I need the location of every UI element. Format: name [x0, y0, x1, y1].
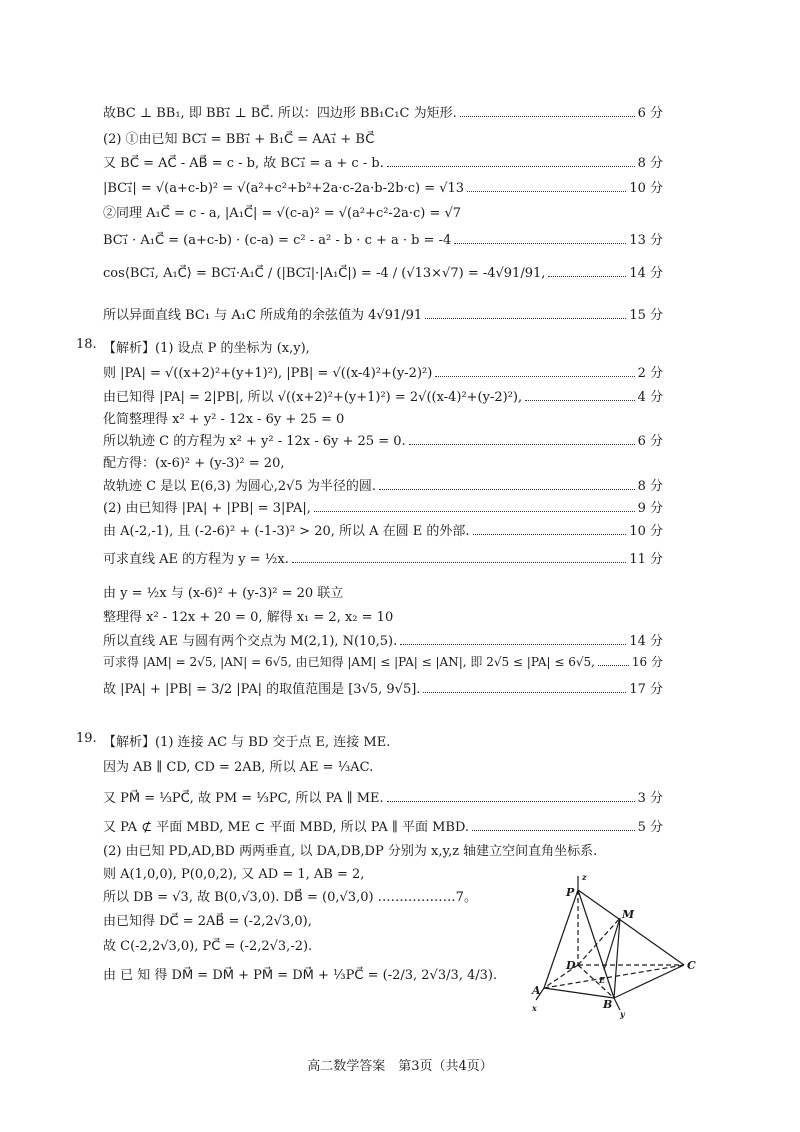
leader-dots: [548, 276, 626, 277]
answer-line: [103, 262, 663, 281]
line-text: 故 C(-2,2√3,0), PC⃗ = (-2,2√3,-2).: [103, 939, 313, 954]
answer-line: [103, 935, 523, 954]
pyramid-figure: [522, 870, 707, 1020]
line-text: 由 A(-2,-1), 且 (-2-6)² + (-1-3)² > 20, 所以 A 在圆 E 的外部.: [103, 524, 470, 539]
label-d: D: [566, 959, 576, 972]
label-y: y: [620, 1009, 625, 1019]
label-b: B: [603, 998, 613, 1011]
answer-line: [103, 653, 663, 670]
leader-dots: [435, 376, 634, 377]
score-label: 10 分: [629, 524, 663, 539]
line-text: ②同理 A₁C⃗ = c - a, |A₁C⃗| = √(c-a)² = √(a²+c²-2a·c) = √7: [103, 206, 462, 221]
line-text: 由 已 知 得 DM⃗ = DM⃗ + PM⃗ = DM⃗ + ⅓PC⃗ = (-2/3, 2√3/3, 4/3).: [103, 968, 498, 983]
line-text: 故 |PA| + |PB| = 3/2 |PA| 的取值范围是 [3√5, 9√5].: [103, 682, 421, 697]
line-text: 则 |PA| = √((x+2)²+(y+1)²), |PB| = √((x-4)²+(y-2)²): [103, 366, 433, 381]
question-number: 18.: [76, 337, 97, 352]
answer-line: [103, 304, 663, 323]
answer-line: [103, 177, 663, 196]
line-text: |BC₁⃗| = √(a+c-b)² = √(a²+c²+b²+2a·c-2a·b-2b·c) = √13: [103, 181, 465, 196]
answer-line: [103, 731, 663, 750]
score-label: 5 分: [637, 820, 663, 835]
line-text: 【解析】(1) 连接 AC 与 BD 交于点 E, 连接 ME.: [103, 735, 391, 750]
answer-line: [103, 152, 663, 171]
answer-line: [103, 582, 663, 601]
leader-dots: [473, 534, 627, 535]
answer-line: [103, 386, 663, 405]
edge-ac: [544, 965, 684, 988]
line-text: 故BC ⊥ BB₁, 即 BB₁⃗ ⊥ BC⃗. 所以：四边形 BB₁C₁C 为矩形.: [103, 106, 457, 121]
answer-line: [103, 840, 663, 859]
score-label: 6 分: [637, 106, 663, 121]
line-text: 由已知得 |PA| = 2|PB|, 所以 √((x+2)²+(y+1)²) = 2√((x-4)²+(y-2)²),: [103, 390, 523, 405]
line-text: 又 PM⃗ = ⅓PC⃗, 故 PM = ⅓PC, 所以 PA ∥ ME.: [103, 791, 384, 806]
answer-line: [103, 606, 663, 625]
page-footer: 高二数学答案 第3页（共4页）: [307, 1059, 493, 1074]
leader-dots: [409, 444, 635, 445]
score-label: 8 分: [637, 479, 663, 494]
edge-ab: [544, 988, 614, 998]
line-text: 所以 DB = √3, 故 B(0,√3,0). DB⃗ = (0,√3,0) ………………7。: [103, 890, 477, 905]
score-label: 13 分: [629, 233, 663, 248]
line-text: 化简整理得 x² + y² - 12x - 6y + 25 = 0: [103, 412, 345, 427]
leader-dots: [379, 489, 635, 490]
edge-bc: [614, 965, 684, 998]
score-label: 10 分: [629, 181, 663, 196]
line-text: (2) 由已知 PD,AD,BD 两两垂直, 以 DA,DB,DP 分别为 x,y,z 轴建立空间直角坐标系.: [103, 844, 598, 859]
leader-dots: [467, 191, 626, 192]
edge-pa: [544, 890, 578, 988]
line-text: 又 PA ⊄ 平面 MBD, ME ⊂ 平面 MBD, 所以 PA ∥ 平面 MBD.: [103, 820, 470, 835]
line-text: BC₁⃗ · A₁C⃗ = (a+c-b) · (c-a) = c² - a² - b · c + a · b = -4: [103, 233, 452, 248]
score-label: 15 分: [629, 308, 663, 323]
line-text: 整理得 x² - 12x + 20 = 0, 解得 x₁ = 2, x₂ = 10: [103, 610, 394, 625]
score-label: 4 分: [637, 390, 663, 405]
leader-dots: [314, 511, 635, 512]
leader-dots: [387, 801, 635, 802]
score-label: 6 分: [637, 434, 663, 449]
line-text: 可求直线 AE 的方程为 y = ½x.: [103, 552, 289, 567]
line-text: cos⟨BC₁⃗, A₁C⃗⟩ = BC₁⃗·A₁C⃗ / (|BC₁⃗|·|A₁C⃗|) = -4 / (√13×√7) = -4√91/91,: [103, 266, 546, 281]
line-text: 可求得 |AM| = 2√5, |AN| = 6√5, 由已知得 |AM| ≤ |PA| ≤ |AN|, 即 2√5 ≤ |PA| ≤ 6√5,: [103, 655, 595, 669]
answer-line: [103, 452, 663, 471]
answer-line: [103, 102, 663, 121]
answer-line: [103, 787, 663, 806]
score-label: 8 分: [637, 156, 663, 171]
leader-dots: [387, 166, 635, 167]
line-text: 则 A(1,0,0), P(0,0,2), 又 AD = 1, AB = 2,: [103, 867, 365, 882]
leader-dots: [292, 562, 626, 563]
label-z: z: [582, 872, 587, 882]
answer-line: [103, 475, 663, 494]
leader-dots: [425, 318, 626, 319]
answer-line: [103, 548, 663, 567]
line-text: 又 BC⃗ = AC⃗ - AB⃗ = c - b, 故 BC₁⃗ = a + c - b.: [103, 156, 384, 171]
leader-dots: [472, 830, 635, 831]
edge-dm: [578, 918, 620, 965]
answer-line: [103, 910, 523, 929]
score-label: 11 分: [629, 552, 663, 567]
answer-line: [103, 678, 663, 697]
label-a: A: [532, 984, 541, 997]
leader-dots: [460, 116, 635, 117]
answer-line: [103, 202, 663, 221]
line-text: 由已知得 DC⃗ = 2AB⃗ = (-2,2√3,0),: [103, 914, 312, 929]
answer-line: [103, 430, 663, 449]
answer-line: [103, 408, 663, 427]
edge-bm: [614, 918, 620, 998]
line-text: 因为 AB ∥ CD, CD = 2AB, 所以 AE = ⅓AC.: [103, 760, 374, 775]
score-label: 2 分: [637, 366, 663, 381]
answer-line: [103, 497, 663, 516]
score-label: 16 分: [631, 655, 663, 669]
score-label: 9 分: [637, 501, 663, 516]
leader-dots: [598, 665, 629, 666]
line-text: 故轨迹 C 是以 E(6,3) 为圆心,2√5 为半径的圆.: [103, 479, 377, 494]
answer-line: [103, 964, 523, 983]
score-label: 17 分: [629, 682, 663, 697]
line-text: (2) ①由已知 BC₁⃗ = BB₁⃗ + B₁C⃗ = AA₁⃗ + BC⃗: [103, 132, 375, 147]
answer-line: [103, 362, 663, 381]
label-p: P: [566, 886, 575, 899]
line-text: (2) 由已知得 |PA| + |PB| = 3|PA|,: [103, 501, 311, 516]
leader-dots: [400, 644, 626, 645]
leader-dots: [525, 400, 634, 401]
answer-line: [103, 229, 663, 248]
score-label: 3 分: [637, 791, 663, 806]
leader-dots: [454, 243, 626, 244]
label-x: x: [532, 1003, 537, 1013]
line-text: 由 y = ½x 与 (x-6)² + (y-3)² = 20 联立: [103, 586, 344, 601]
answer-line: [103, 756, 663, 775]
line-text: 所以直线 AE 与圆有两个交点为 M(2,1), N(10,5).: [103, 634, 398, 649]
label-e: E: [599, 975, 606, 985]
answer-line: [103, 128, 663, 147]
question-number: 19.: [76, 731, 97, 746]
line-text: 所以轨迹 C 的方程为 x² + y² - 12x - 6y + 25 = 0.: [103, 434, 406, 449]
answer-line: [103, 520, 663, 539]
edge-pc: [578, 890, 684, 965]
answer-line: [103, 337, 663, 356]
label-c: C: [687, 959, 696, 972]
score-label: 14 分: [629, 266, 663, 281]
answer-line: [103, 816, 663, 835]
answer-line: [103, 630, 663, 649]
line-text: 所以异面直线 BC₁ 与 A₁C 所成角的余弦值为 4√91/91: [103, 308, 423, 323]
score-label: 14 分: [629, 634, 663, 649]
line-text: 配方得：(x-6)² + (y-3)² = 20,: [103, 456, 285, 471]
answer-line: [103, 886, 523, 905]
leader-dots: [423, 692, 626, 693]
line-text: 【解析】(1) 设点 P 的坐标为 (x,y),: [103, 341, 310, 356]
label-m: M: [622, 908, 635, 921]
